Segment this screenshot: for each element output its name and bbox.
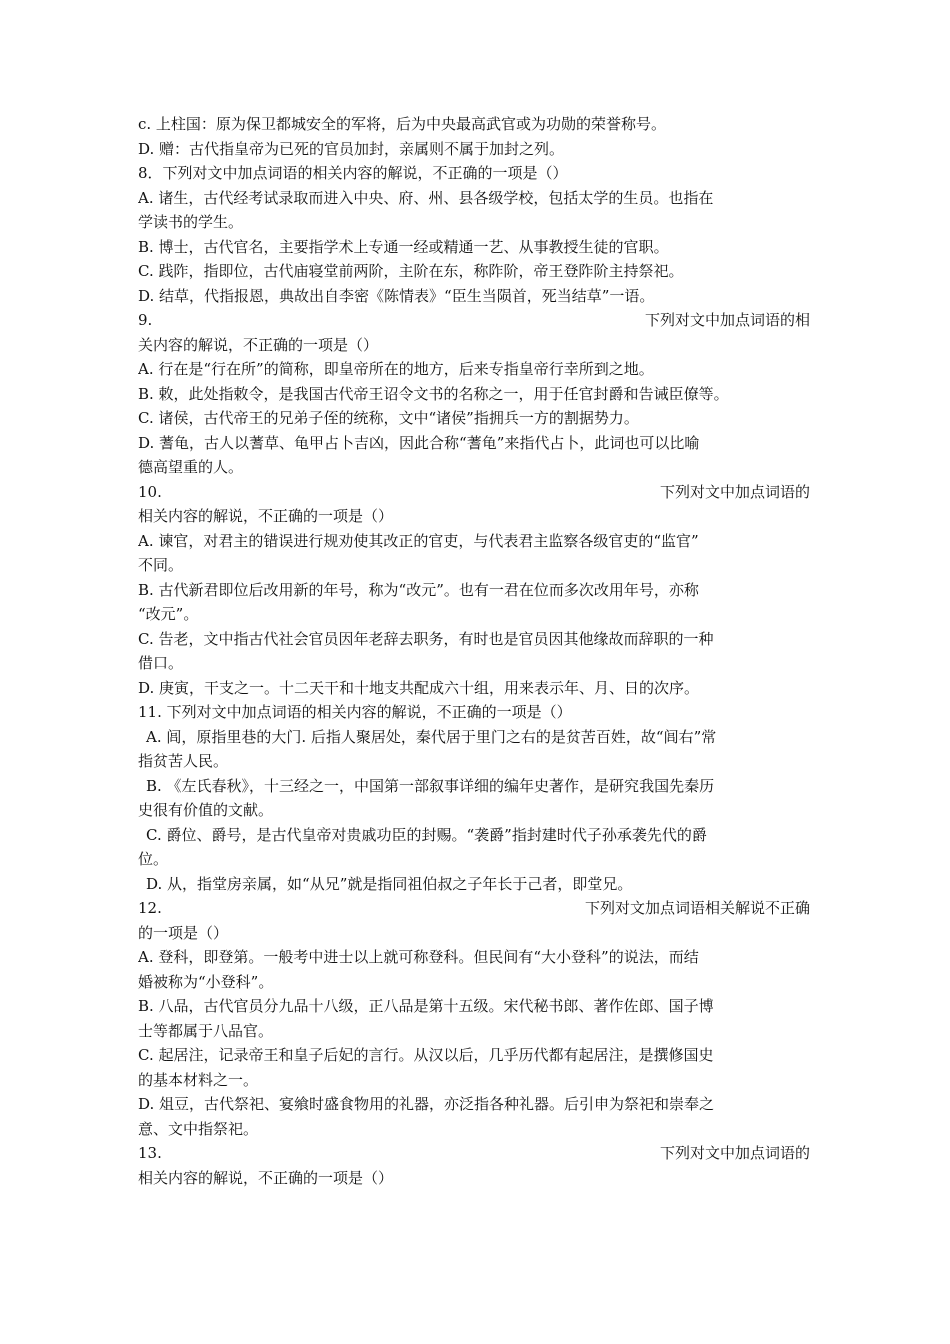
- text-line: 士等都属于八品官。: [138, 1021, 274, 1040]
- text-line: 德高望重的人。: [138, 458, 244, 476]
- question-heading-line: [138, 480, 810, 505]
- question-heading-line: [138, 308, 810, 333]
- text-line: B. 八品，古代官员分九品十八级，正八品是第十五级。宋代秘书郎、著作佐郎、国子博: [138, 997, 714, 1015]
- document-page: [138, 112, 810, 1190]
- text-line: 8．下列对文中加点词语的相关内容的解说，不正确的一项是（）: [138, 164, 568, 182]
- question-stem-start: 下列对文加点词语相关解说不正确: [584, 899, 810, 917]
- text-line: 史很有价值的文献。: [138, 801, 274, 819]
- question-number: 9.: [138, 311, 153, 329]
- text-line: B. 敕，此处指敕令，是我国古代帝王诏令文书的名称之一，用于任官封爵和告诫臣僚等。: [138, 384, 729, 403]
- text-line: D. 蓍龟，古人以蓍草、龟甲占卜吉凶，因此合称“蓍龟”来指代占卜，此词也可以比喻: [138, 433, 700, 452]
- text-line: c. 上柱国：原为保卫都城安全的军将，后为中央最高武官或为功勋的荣誉称号。: [138, 115, 666, 133]
- question-stem-start: 下列对文中加点词语的相: [644, 311, 810, 329]
- text-line: A. 行在是“行在所”的简称，即皇帝所在的地方，后来专指皇帝行幸所到之地。: [138, 360, 654, 378]
- text-line: D. 结草，代指报恩，典故出自李密《陈情表》“臣生当陨首，死当结草”一语。: [138, 286, 655, 305]
- text-line: 关内容的解说，不正确的一项是（）: [138, 335, 379, 354]
- text-line: 位。: [138, 850, 169, 868]
- text-line: 借口。: [138, 654, 184, 672]
- question-number: 12.: [138, 899, 162, 917]
- question-number: 10.: [138, 482, 162, 501]
- text-line: 学读书的学生。: [138, 213, 244, 231]
- question-stem-start: 下列对文中加点词语的: [659, 482, 810, 501]
- text-line: 的基本材料之一。: [138, 1070, 259, 1089]
- text-line: C. 诸侯，古代帝王的兄弟子侄的统称，文中“诸侯”指拥兵一方的割据势力。: [138, 409, 639, 427]
- question-stem-start: 下列对文中加点词语的: [659, 1144, 810, 1162]
- text-line: 相关内容的解说，不正确的一项是（）: [138, 1168, 394, 1187]
- text-line: A. 谏官，对君主的错误进行规劝使其改正的官吏，与代表君主监察各级官吏的“监官”: [138, 531, 699, 550]
- text-line: 不同。: [138, 556, 184, 574]
- question-heading-line: [138, 1141, 810, 1166]
- text-line: B. 《左氏春秋》，十三经之一，中国第一部叙事详细的编年史著作，是研究我国先秦历: [146, 776, 715, 795]
- text-line: A. 诸生，古代经考试录取而进入中央、府、州、县各级学校，包括太学的生员。也指在: [138, 188, 714, 207]
- text-line: 意、文中指祭祀。: [138, 1119, 259, 1138]
- text-line: C. 告老，文中指古代社会官员因年老辞去职务，有时也是官员因其他缘故而辞职的一种: [138, 629, 714, 648]
- question-heading-line: [138, 896, 810, 921]
- text-line: C. 爵位、爵号，是古代皇帝对贵戚功臣的封赐。“袭爵”指封建时代子孙承袭先代的爵: [146, 825, 707, 844]
- text-line: D. 庚寅，干支之一。十二天干和十地支共配成六十组，用来表示年、月、日的次序。: [138, 678, 700, 697]
- text-line: D. 俎豆，古代祭祀、宴飨时盛食物用的礼器，亦泛指各种礼器。后引申为祭祀和崇奉之: [138, 1095, 715, 1113]
- text-line: 婚被称为“小登科”。: [138, 972, 274, 991]
- text-line: A. 登科，即登第。一般考中进士以上就可称登科。但民间有“大小登科”的说法，而结: [138, 948, 699, 966]
- text-line: “改元”。: [138, 605, 199, 623]
- question-number: 13.: [138, 1144, 162, 1162]
- text-line: D. 从，指堂房亲属，如“从兄”就是指同祖伯叔之子年长于己者，即堂兄。: [146, 874, 633, 893]
- text-line: C. 起居注，记录帝王和皇子后妃的言行。从汉以后，几乎历代都有起居注，是撰修国史: [138, 1046, 714, 1064]
- text-line: C. 践阼，指即位，古代庙寝堂前两阶，主阶在东，称阼阶，帝王登阼阶主持祭祀。: [138, 262, 684, 280]
- text-line: 相关内容的解说，不正确的一项是（）: [138, 507, 394, 525]
- text-line: B. 古代新君即位后改用新的年号，称为“改元”。也有一君在位而多次改用年号，亦称: [138, 580, 699, 599]
- text-line: 的一项是（）: [138, 923, 229, 942]
- text-line: 11. 下列对文中加点词语的相关内容的解说，不正确的一项是（）: [138, 703, 572, 721]
- text-line: 指贫苦人民。: [138, 752, 229, 770]
- text-line: D. 赠：古代指皇帝为已死的官员加封，亲属则不属于加封之列。: [138, 139, 565, 158]
- text-line: A. 闾，原指里巷的大门. 后指人聚居处，秦代居于里门之右的是贫苦百姓，故“闾右”常: [146, 727, 717, 746]
- text-line: B. 博士，古代官名，主要指学术上专通一经或精通一艺、从事教授生徒的官职。: [138, 237, 669, 256]
